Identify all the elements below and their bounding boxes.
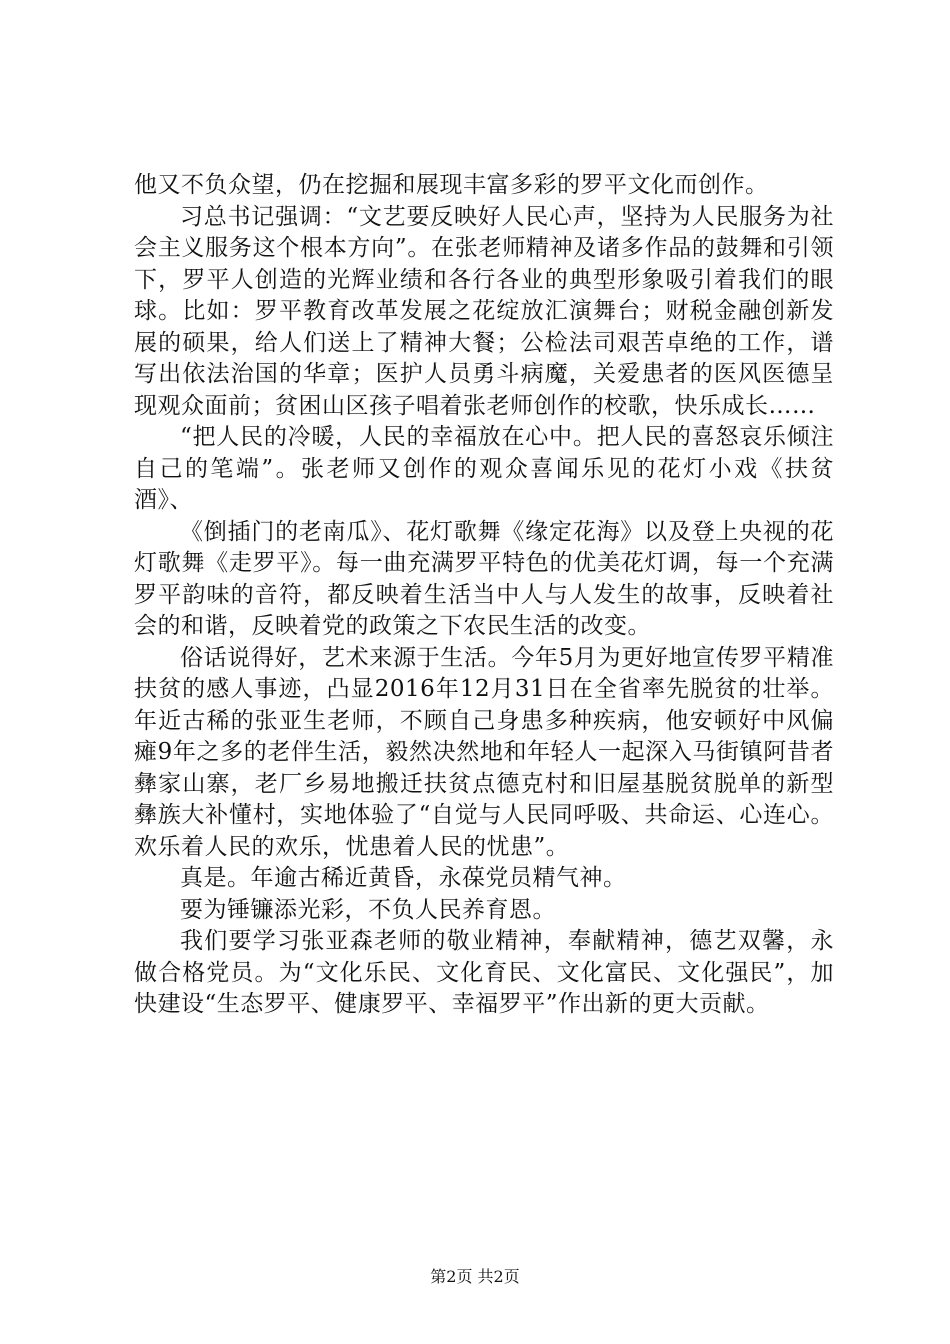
- paragraph-poem-line-1: 真是。年逾古稀近黄昏，永葆党员精气神。: [180, 865, 627, 891]
- paragraph-quote-xi: 习总书记强调：“文艺要反映好人民心声，坚持为人民服务为社会主义服务这个根本方向”。在张老师精神及诸多作品的鼓舞和引领下，罗平人创造的光辉业绩和各行各业的典型形象吸引着我们的眼球。比如：罗平教育改革发展之花绽放汇演舞台；财税金融创新发展的硕果，给人们送上了精神大餐；公检法司艰苦卓绝的工作，谱写出依法治国的华章；医护人员勇斗病魔，关爱患者的医风医德呈现观众面前；贫困山区孩子唱着张老师创作的校歌，快乐成长……: [134, 203, 834, 419]
- page-number: 第2页 共2页: [430, 1267, 520, 1286]
- paragraph-continuation: 他又不负众望，仍在挖掘和展现丰富多彩的罗平文化而创作。: [134, 172, 769, 198]
- paragraph-conclusion: 我们要学习张亚森老师的敬业精神，奉献精神，德艺双馨，永做合格党员。为“文化乐民、文化育民、文化富民、文化强民”，加快建设“生态罗平、健康罗平、幸福罗平”作出新的更大贡献。: [134, 928, 834, 1017]
- paragraph-art-from-life: 俗话说得好，艺术来源于生活。今年5月为更好地宣传罗平精准扶贫的感人事迹，凸显2016年12月31日在全省率先脱贫的壮举。年近古稀的张亚生老师，不顾自己身患多种疾病，他安顿好中风偏瘫9年之多的老伴生活，毅然决然地和年轻人一起深入马街镇阿昔者彝家山寨，老厂乡易地搬迁扶贫点德克村和旧屋基脱贫脱单的新型彝族大补懂村，实地体验了“自觉与人民同呼吸、共命运、心连心。欢乐着人民的欢乐，忧患着人民的忧患”。: [134, 644, 834, 860]
- paragraph-flower-lantern: 《倒插门的老南瓜》、花灯歌舞《缘定花海》以及登上央视的花灯歌舞《走罗平》。每一曲充满罗平特色的优美花灯调，每一个充满罗平韵味的音符，都反映着生活当中人与人发生的故事，反映着社会的和谐，反映着党的政策之下农民生活的改变。: [134, 518, 834, 639]
- document-body: [134, 170, 834, 1021]
- paragraph-people-warmth: “把人民的冷暖，人民的幸福放在心中。把人民的喜怒哀乐倾注自己的笔端”。张老师又创作的观众喜闻乐见的花灯小戏《扶贫酒》、: [134, 424, 834, 513]
- paragraph-poem-line-2: 要为锤镰添光彩，不负人民养育恩。: [180, 896, 556, 923]
